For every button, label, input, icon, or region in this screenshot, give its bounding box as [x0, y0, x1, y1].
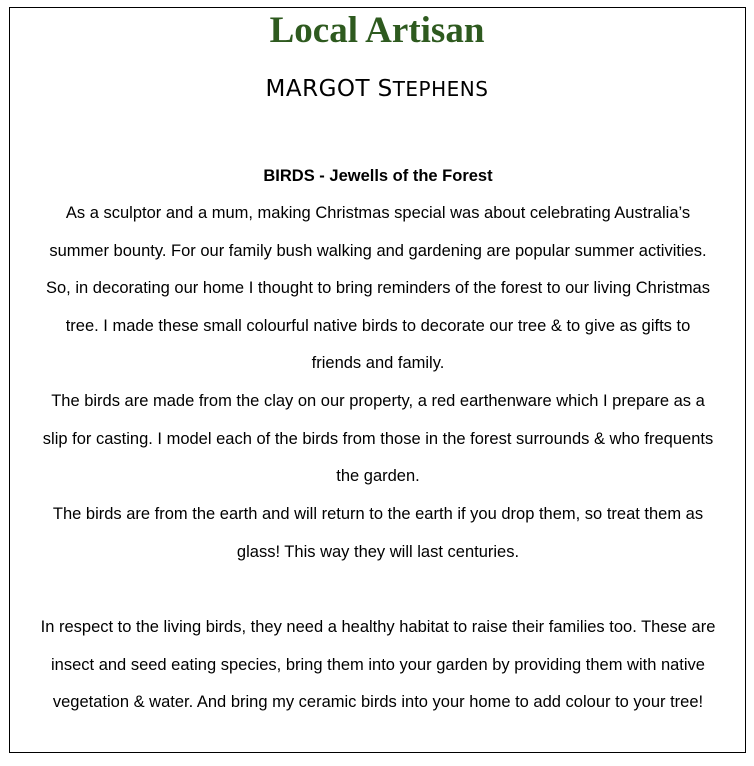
article-paragraph-2: The birds are made from the clay on our property, a red earthenware which I prepare as a slip for casting. I model each of the birds from those in the forest surrounds & who frequents the garden.: [42, 392, 714, 486]
article-paragraph-4: In respect to the living birds, they need a healthy habitat to raise their families too. These are insect and seed eating species, bring them into your garden by providing them with native vegetation & water. And bring my ceramic birds into your home to add colour to your tree!: [40, 618, 716, 712]
page-title: Local Artisan: [269, 10, 485, 51]
article-paragraph-1: As a sculptor and a mum, making Christmas special was about celebrating Australia’s summer bounty. For our family bush walking and gardening are popular summer activities. So, in decorating our home I thought to bring reminders of the forest to our living Christmas tree. I made these small colourful native birds to decorate our tree & to give as gifts to friends and family.: [45, 204, 710, 373]
article-paragraph-3: The birds are from the earth and will return to the earth if you drop them, so treat them as glass! This way they will last centuries.: [52, 505, 704, 561]
artist-surname-rest: TEPHENS: [392, 77, 489, 101]
artist-first-name: MARGOT: [265, 76, 371, 102]
artist-name: [0, 72, 754, 107]
article-heading: BIRDS - Jewells of the Forest: [263, 167, 493, 185]
artist-surname-initial: S: [377, 76, 393, 102]
